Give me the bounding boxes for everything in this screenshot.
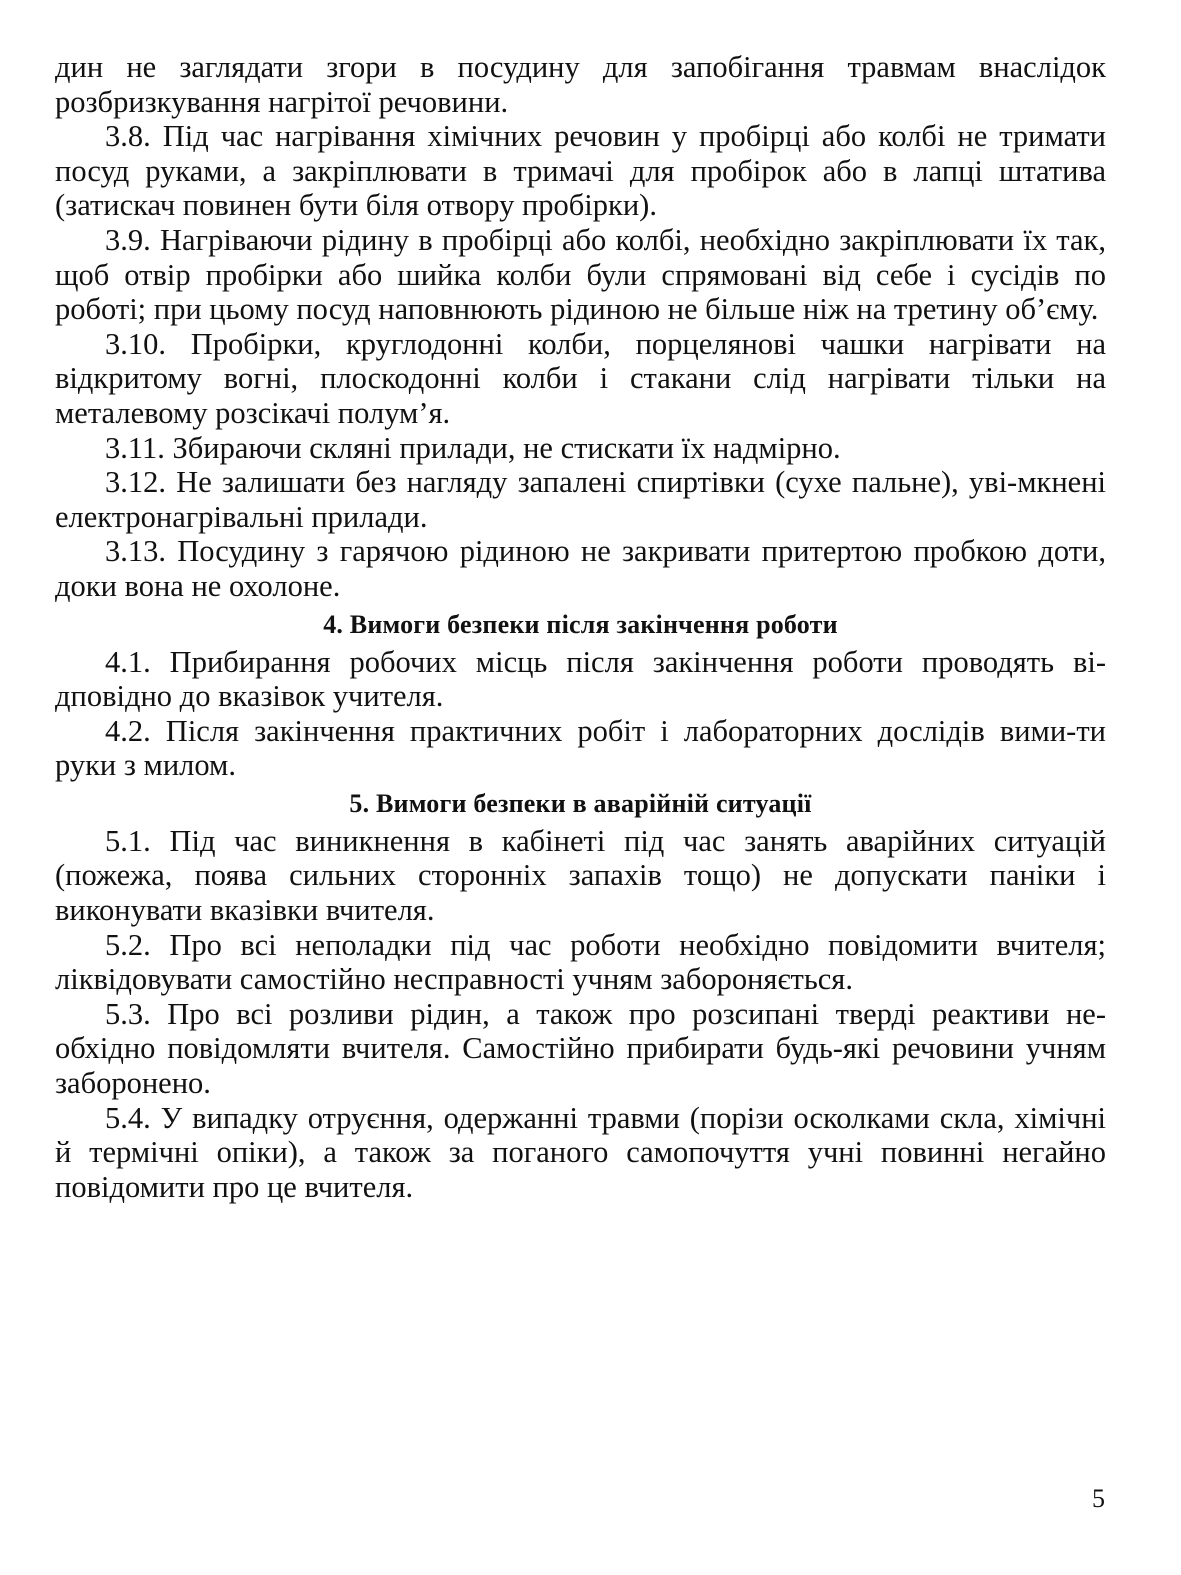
paragraph-3-10: 3.10. Пробірки, круглодонні колби, порцелянові чашки нагрівати на відкритому вогні, плоскодонні колби і стакани слід нагрівати тільки на металевому розсікачі полум’я. [55, 326, 1106, 430]
paragraph-3-11: 3.11. Збираючи скляні прилади, не стискати їх надмірно. [105, 430, 841, 465]
paragraph-3-13: 3.13. Посудину з гарячою рідиною не закривати притертою пробкою доти, доки вона не охолоне. [55, 534, 1106, 603]
paragraph-5-4: 5.4. У випадку отруєння, одержанні травми (порізи осколками скла, хімічні й термічні опіки), а також за поганого самопочуття учні повинні негайно повідомити про це вчителя. [55, 1100, 1106, 1204]
page-number: 5 [1092, 1484, 1105, 1513]
paragraph-3-9: 3.9. Нагріваючи рідину в пробірці або колбі, необхідно закріплювати їх так, щоб отвір пробірки або шийка колби були спрямовані від себе і сусідів по роботі; при цьому посуд наповнюють рідиною не більше ніж на третину об’єму. [55, 222, 1106, 327]
paragraph-3-12: 3.12. Не залишати без нагляду запалені спиртівки (сухе пальне), уві-мкнені електронагрівальні прилади. [55, 465, 1106, 534]
paragraph-4-2: 4.2. Після закінчення практичних робіт і лабораторних дослідів вими-ти руки з милом. [55, 713, 1106, 783]
section-5-heading: 5. Вимоги безпеки в аварійній ситуації [349, 788, 812, 818]
section-4-heading: 4. Вимоги безпеки після закінчення роботи [323, 609, 838, 639]
paragraph-5-3: 5.3. Про всі розливи рідин, а також про розсипані тверді реактиви не-обхідно повідомляти вчителя. Самостійно прибирати будь-які речовини учням заборонено. [55, 996, 1106, 1101]
paragraph-5-2: 5.2. Про всі неполадки під час роботи необхідно повідомити вчителя; ліквідовувати самостійно несправності учням забороняється. [55, 927, 1106, 997]
paragraph-continuation: дин не заглядати згори в посудину для запобігання травмам внаслідок розбризкування нагрітої речовини. [55, 50, 1106, 119]
paragraph-4-1: 4.1. Прибирання робочих місць після закінчення роботи проводять ві-дповідно до вказівок учителя. [55, 644, 1106, 714]
document-page [55, 50, 1106, 1204]
paragraph-3-8: 3.8. Під час нагрівання хімічних речовин у пробірці або колбі не тримати посуд руками, а закріплювати в тримачі для пробірок або в лапці штатива (затискач повинен бути біля отвору пробірки). [55, 119, 1106, 223]
paragraph-5-1: 5.1. Під час виникнення в кабінеті під час занять аварійних ситуацій (пожежа, поява сильних сторонніх запахів тощо) не допускати паніки і виконувати вказівки вчителя. [55, 823, 1106, 928]
